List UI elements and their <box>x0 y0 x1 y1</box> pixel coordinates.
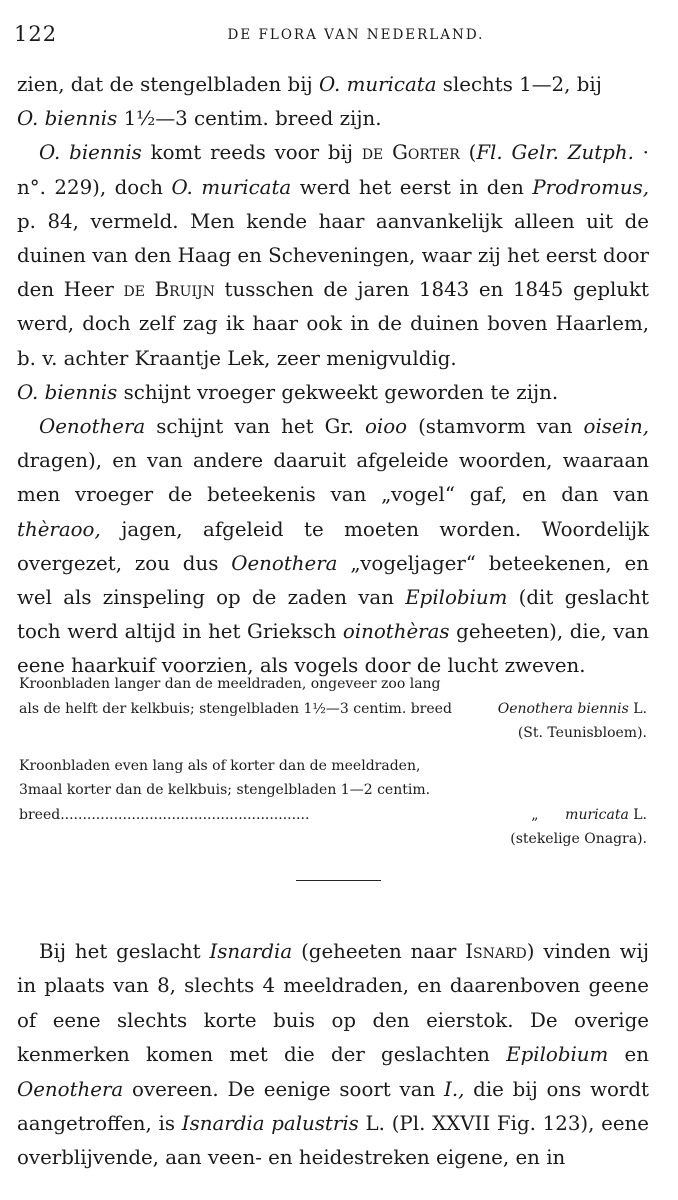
paragraph-etymology: Oenothera schijnt van het Gr. oioo (stamvorm van oisein, dragen), en van andere daaruit afgeleide woorden, waaraan men vroeger de beteekenis van „vogel“ gaf, en dan van thèraoo, jagen, afgeleid te moeten worden. Woordelijk overgezet, zou dus Oenothera „vogeljager“ beteekenen, en wel als zinspeling op de zaden van Epilobium (dit geslacht toch werd altijd in het Grieksch oinothèras geheeten), die, van eene haarkuif voorzien, als vogels door de lucht zweven. <box>17 415 649 678</box>
main-text-isnardia <box>17 935 649 1176</box>
paragraph-isnardia: Bij het geslacht Isnardia (geheeten naar Isnard) vinden wij in plaats van 8, slechts 4 meeldraden, en daarenboven geene of eene slechts korte buis op den eierstok. De overige kenmerken komen met die der geslachten Epilobium en Oenothera overeen. De eenige soort van I., die bij ons wordt aangetroffen, is Isnardia palustris L. (Pl. XXVII Fig. 123), eene overblijvende, aan veen- en heidestreken eigene, en in <box>17 940 650 1170</box>
identification-key <box>19 672 647 860</box>
key-line: 3maal korter dan de kelkbuis; stengelbladen 1—2 centim. <box>19 782 431 798</box>
key-entry-biennis <box>19 672 647 746</box>
section-divider <box>296 880 381 881</box>
common-name: (stekelige Onagra). <box>510 831 647 847</box>
running-title: DE FLORA VAN NEDERLAND. <box>227 27 485 43</box>
key-line: Kroonbladen even lang als of korter dan de meeldraden, <box>19 757 421 774</box>
paragraph-biennis-history: O. biennis komt reeds voor bij de Gorter (Fl. Gelr. Zutph. · n°. 229), doch O. muricata werd het eerst in den Prodromus, p. 84, vermeld. Men kende haar aanvankelijk alleen uit de duinen van den Haag en Scheveningen, waar zij het eerst door den Heer de Bruijn tusschen de jaren 1843 en 1845 geplukt werd, doch zelf zag ik haar ook in de duinen boven Haarlem, b. v. achter Kraantje Lek, zeer menigvuldig. O. biennis schijnt vroeger gekweekt geworden te zijn. <box>17 141 650 404</box>
key-entry-muricata <box>19 754 647 852</box>
key-line: als de helft der kelkbuis; stengelbladen 1½—3 centim. breed <box>19 700 452 717</box>
leader-dots: ........................................................ <box>60 806 310 823</box>
page-header <box>14 22 658 52</box>
key-line: Kroonbladen langer dan de meeldraden, ongeveer zoo lang <box>19 676 441 692</box>
main-text <box>17 68 649 684</box>
paragraph-stengelbladen: zien, dat de stengelbladen bij O. muricata slechts 1—2, bij O. biennis 1½—3 centim. breed zijn. <box>17 73 602 131</box>
common-name: (St. Teunisbloem). <box>517 725 647 741</box>
species-name: Oenothera biennis L. <box>497 700 647 717</box>
key-line: breed........................................................ <box>19 806 310 823</box>
species-name: „ muricata L. <box>531 806 647 823</box>
page-number: 122 <box>14 22 58 46</box>
